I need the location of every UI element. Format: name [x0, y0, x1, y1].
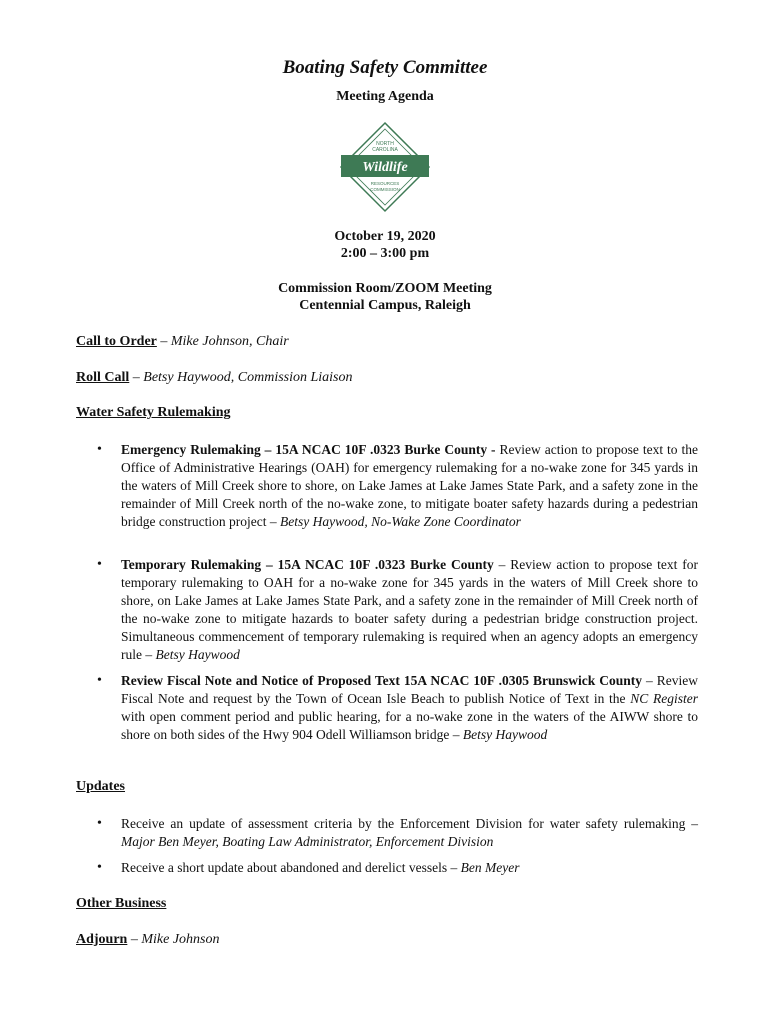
- call-to-order-presenter: Mike Johnson, Chair: [170, 334, 289, 349]
- water-safety-heading: Water Safety Rulemaking: [76, 405, 231, 420]
- bullet-icon: •: [97, 673, 102, 688]
- call-to-order: Call to Order – Mike Johnson, Chair: [76, 334, 289, 349]
- updates-heading-row: [76, 778, 125, 796]
- bullet-icon: •: [97, 816, 102, 831]
- bullet-icon: •: [97, 557, 102, 572]
- logo-resources: RESOURCES: [370, 181, 400, 186]
- list-item: • Emergency Rulemaking – 15A NCAC 10F .0323 Burke County - Review action to propose text to the Office of Administrative Hearings (OAH) for emergency rulemaking for a no-wake zone for 345 yards in the waters of Mill Creek shore to shore, on Lake James at Lake James State Park, and a safety zone in the remainder of Mill Creek north of the no-wake zone, to mitigate boater safety hazards during a pedestrian bridge construction project – Betsy Haywood, No-Wake Zone Coordinator: [97, 442, 698, 529]
- adjourn: Adjourn – Mike Johnson: [76, 932, 220, 947]
- wildlife-commission-logo: [339, 121, 431, 213]
- other-business-heading-row: [76, 895, 166, 913]
- list-item: • Receive a short update about abandoned and derelict vessels – Ben Meyer: [97, 860, 520, 875]
- meeting-date: October 19, 2020: [334, 229, 436, 244]
- list-item: • Review Fiscal Note and Notice of Proposed Text 15A NCAC 10F .0305 Brunswick County – Review Fiscal Note and request by the Town of Ocean Isle Beach to publish Notice of Text in the NC Register with open comment period and public hearing, for a no-wake zone in the waters of the AIWW shore to shore on both sides of the Hwy 904 Odell Williamson bridge – Betsy Haywood: [97, 673, 699, 742]
- logo-north: NORTH: [376, 141, 394, 147]
- logo-carolina: CAROLINA: [372, 147, 398, 153]
- updates-heading: Updates: [76, 779, 126, 794]
- page-subtitle: Meeting Agenda: [336, 89, 434, 104]
- list-item: • Temporary Rulemaking – 15A NCAC 10F .0323 Burke County – Review action to propose text for temporary rulemaking to OAH for a no-wake zone for 345 yards in the waters of Mill Creek shore to shore, on Lake James at Lake James State Park, and a safety zone in the remainder of Mill Creek north of the no-wake zone to mitigate hazards to boater safety during a pedestrian bridge construction project. Simultaneous commencement of temporary rulemaking is required when an agency adopts an emergency rule – Betsy Haywood: [97, 557, 698, 662]
- meeting-time: 2:00 – 3:00 pm: [340, 246, 430, 261]
- roll-call-presenter: Betsy Haywood, Commission Liaison: [143, 370, 353, 385]
- roll-call-heading: Roll Call: [76, 370, 130, 385]
- page-title: Boating Safety Committee: [282, 57, 488, 78]
- roll-call: Roll Call – Betsy Haywood, Commission Liaison: [76, 370, 353, 385]
- meeting-campus: Centennial Campus, Raleigh: [299, 298, 471, 313]
- meeting-room: Commission Room/ZOOM Meeting: [278, 281, 492, 296]
- adjourn-heading: Adjourn: [76, 932, 128, 947]
- list-item: • Receive an update of assessment criteria by the Enforcement Division for water safety rulemaking – Major Ben Meyer, Boating Law Administrator, Enforcement Division: [97, 816, 698, 849]
- logo-commission: COMMISSION: [370, 187, 400, 192]
- bullet-icon: •: [97, 442, 102, 457]
- bullet-icon: •: [97, 860, 102, 875]
- water-safety-heading-row: [76, 404, 231, 422]
- other-business-heading: Other Business: [76, 896, 167, 911]
- adjourn-presenter: Mike Johnson: [141, 932, 220, 947]
- logo-wordmark: Wildlife: [362, 160, 408, 175]
- call-to-order-heading: Call to Order: [76, 334, 157, 349]
